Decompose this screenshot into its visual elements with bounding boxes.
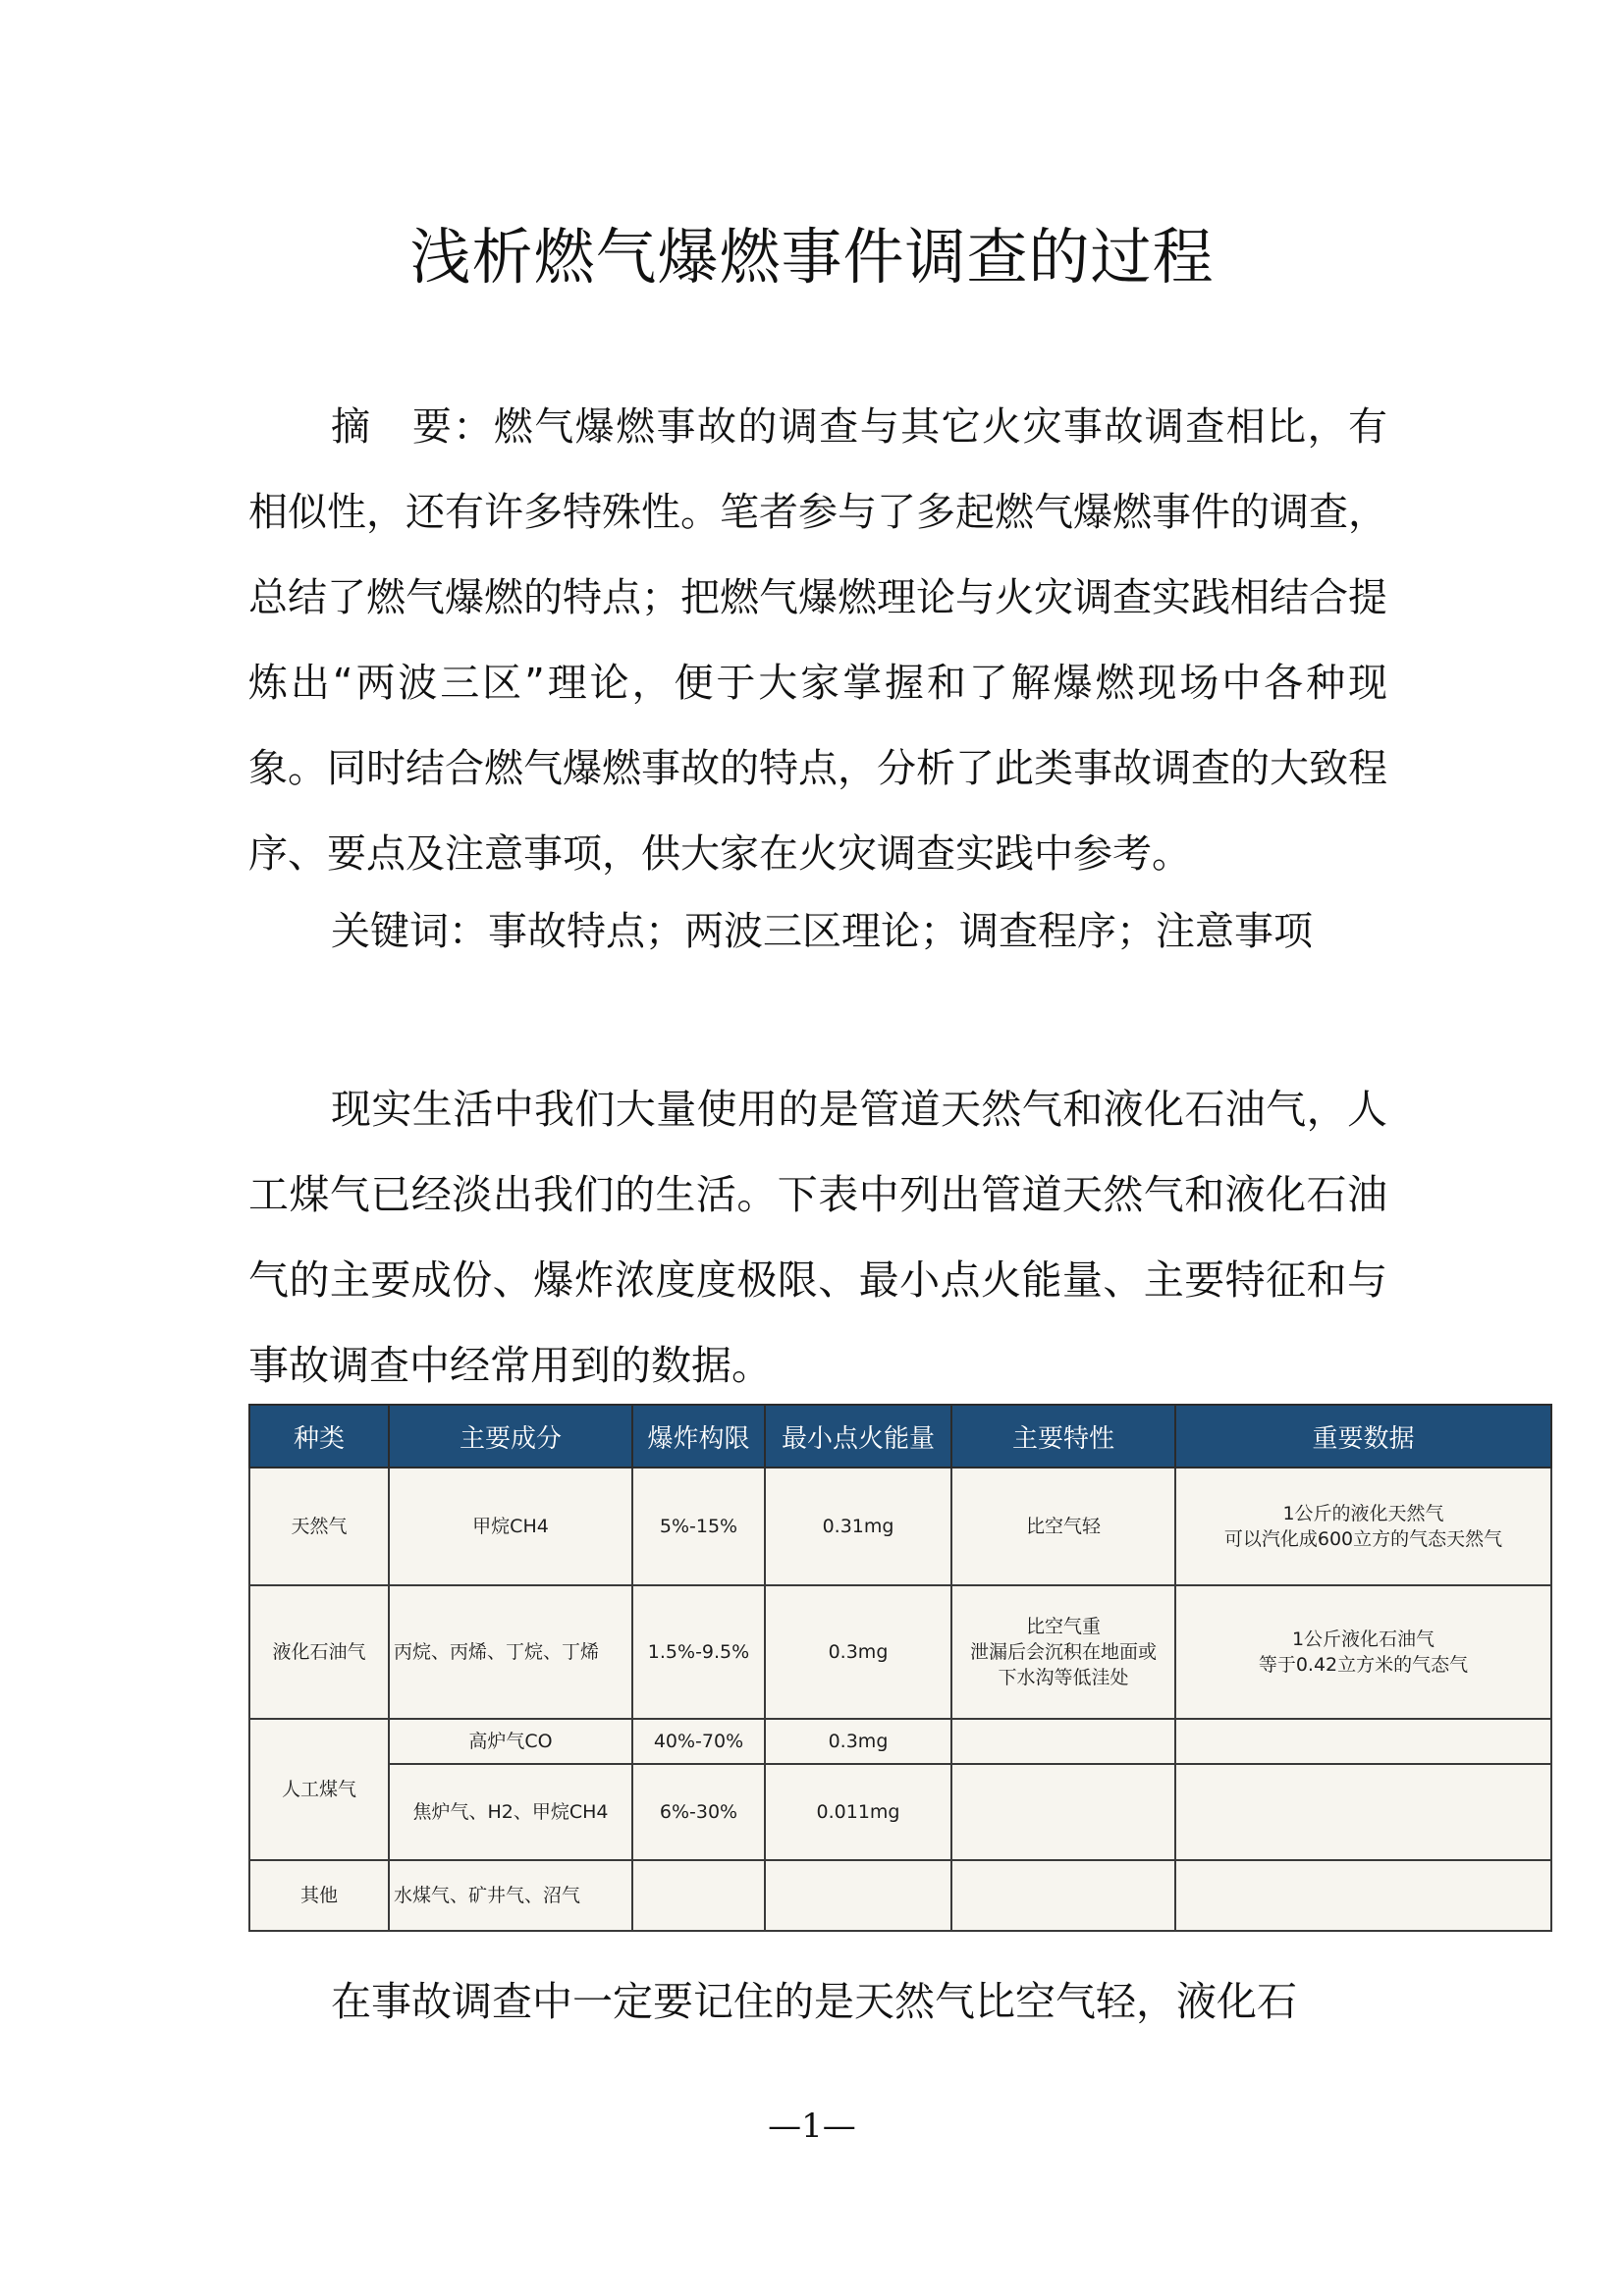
cell-kind: 天然气 bbox=[249, 1468, 389, 1585]
cell-energy: 0.011mg bbox=[765, 1764, 951, 1860]
cell-property-line: 比空气重 bbox=[1025, 1616, 1101, 1637]
cell-property-line: 下水沟等低洼处 bbox=[998, 1667, 1129, 1688]
cell-kind: 其他 bbox=[249, 1860, 389, 1931]
cell-property bbox=[951, 1764, 1175, 1860]
keywords-line: 关键词：事故特点；两波三区理论；调查程序；注意事项 bbox=[331, 909, 1313, 954]
cell-components: 高炉气CO bbox=[389, 1719, 632, 1764]
cell-property bbox=[951, 1860, 1175, 1931]
gas-properties-table bbox=[248, 1404, 1552, 1932]
cell-components: 甲烷CH4 bbox=[389, 1468, 632, 1585]
cell-data bbox=[1175, 1764, 1551, 1860]
cell-data bbox=[1175, 1585, 1551, 1719]
header-explosion-limit: 爆炸构限 bbox=[632, 1405, 765, 1468]
body-paragraph-2: 在事故调查中一定要记住的是天然气比空气轻，液化石 bbox=[331, 1978, 1297, 2025]
cell-data-line: 1公斤液化石油气 bbox=[1291, 1629, 1435, 1650]
cell-data bbox=[1175, 1719, 1551, 1764]
cell-limit: 5%-15% bbox=[632, 1468, 765, 1585]
cell-energy: 0.3mg bbox=[765, 1585, 951, 1719]
table-row-lpg bbox=[249, 1585, 1551, 1719]
cell-components: 水煤气、矿井气、沼气 bbox=[389, 1860, 632, 1931]
table-row-other bbox=[249, 1860, 1551, 1931]
header-components: 主要成分 bbox=[389, 1405, 632, 1468]
cell-energy bbox=[765, 1860, 951, 1931]
cell-data-line: 1公斤的液化天然气 bbox=[1282, 1503, 1444, 1524]
cell-property: 比空气轻 bbox=[951, 1468, 1175, 1585]
abstract-paragraph: 摘 要：燃气爆燃事故的调查与其它火灾事故调查相比，有相似性，还有许多特殊性。笔者参与了多起燃气爆燃事件的调查，总结了燃气爆燃的特点；把燃气爆燃理论与火灾调查实践相结合提炼出“两波三区”理论，便于大家掌握和了解爆燃现场中各种现象。同时结合燃气爆燃事故的特点，分析了此类事故调查的大致程序、要点及注意事项，供大家在火灾调查实践中参考。 bbox=[248, 404, 1387, 877]
document-title: 浅析燃气爆燃事件调查的过程 bbox=[409, 221, 1215, 293]
page-number: —1— bbox=[768, 2107, 856, 2146]
cell-property bbox=[951, 1719, 1175, 1764]
table-row-natural-gas bbox=[249, 1468, 1551, 1585]
cell-components: 丙烷、丙烯、丁烷、丁烯 bbox=[389, 1585, 632, 1719]
header-min-ignition-energy: 最小点火能量 bbox=[765, 1405, 951, 1468]
cell-data-line: 等于0.42立方米的气态气 bbox=[1258, 1654, 1469, 1676]
cell-property-line: 泄漏后会沉积在地面或 bbox=[969, 1641, 1157, 1663]
cell-data-line: 可以汽化成600立方的气态天然气 bbox=[1223, 1528, 1503, 1550]
cell-property bbox=[951, 1585, 1175, 1719]
cell-limit: 1.5%-9.5% bbox=[632, 1585, 765, 1719]
cell-limit: 6%-30% bbox=[632, 1764, 765, 1860]
header-main-property: 主要特性 bbox=[951, 1405, 1175, 1468]
cell-limit bbox=[632, 1860, 765, 1931]
cell-limit: 40%-70% bbox=[632, 1719, 765, 1764]
header-important-data: 重要数据 bbox=[1175, 1405, 1551, 1468]
body-paragraph-1: 现实生活中我们大量使用的是管道天然气和液化石油气，人工煤气已经淡出我们的生活。下表中列出管道天然气和液化石油气的主要成份、爆炸浓度度极限、最小点火能量、主要特征和与事故调查中经常用到的数据。 bbox=[248, 1086, 1387, 1389]
cell-components: 焦炉气、H2、甲烷CH4 bbox=[389, 1764, 632, 1860]
cell-data bbox=[1175, 1860, 1551, 1931]
cell-kind: 人工煤气 bbox=[249, 1719, 389, 1860]
cell-energy: 0.31mg bbox=[765, 1468, 951, 1585]
table-header-row bbox=[249, 1405, 1551, 1468]
table-row-artificial-gas-2 bbox=[249, 1764, 1551, 1860]
cell-energy: 0.3mg bbox=[765, 1719, 951, 1764]
cell-data bbox=[1175, 1468, 1551, 1585]
table-row-artificial-gas-1 bbox=[249, 1719, 1551, 1764]
header-kind: 种类 bbox=[249, 1405, 389, 1468]
cell-kind: 液化石油气 bbox=[249, 1585, 389, 1719]
